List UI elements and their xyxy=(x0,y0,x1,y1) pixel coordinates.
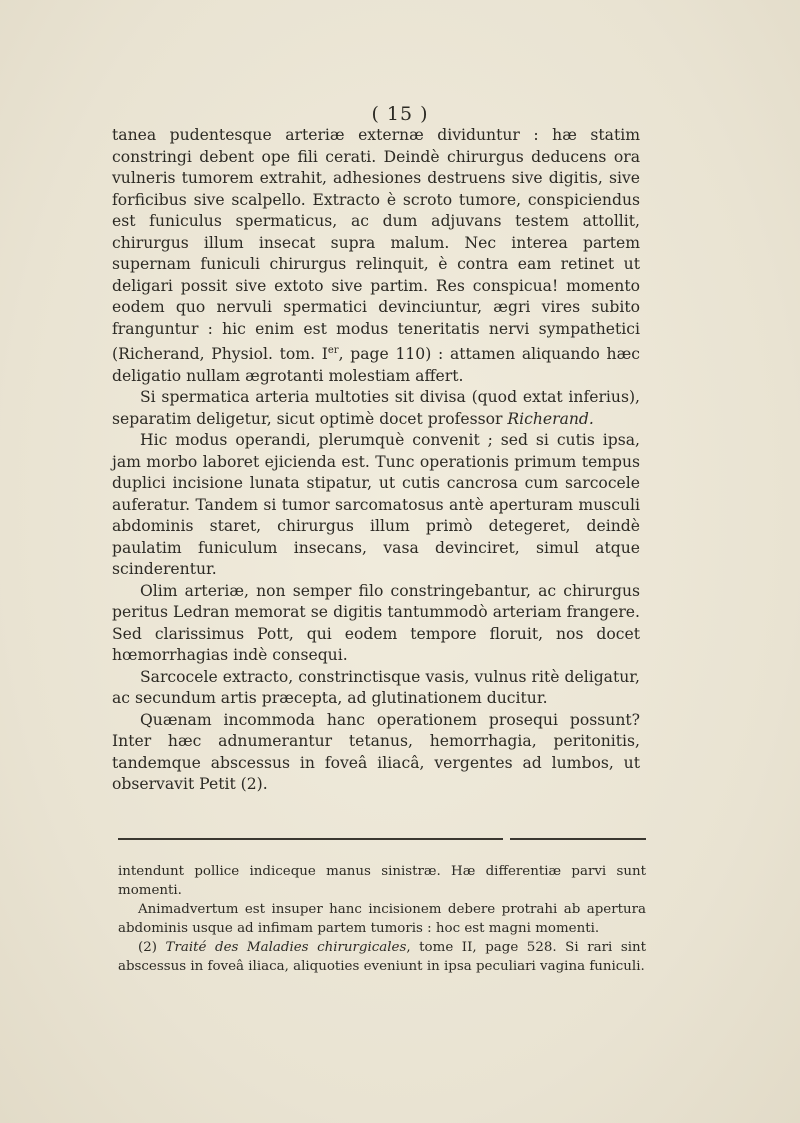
text-segment: er xyxy=(327,345,339,356)
separator-rule-long xyxy=(118,838,503,840)
footnotes xyxy=(118,862,646,976)
text-segment: Olim arteriæ, non semper filo constringebantur, ac chirurgus peritus Ledran memorat se digitis tantummodò arteriam frangere. Sed clarissimus Pott, qui eodem tempore floruit, nos docet hœmorrhagias indè consequi. xyxy=(112,581,640,665)
text-segment: tanea pudentesque arteriæ externæ dividuntur : hæ statim constringi debent ope fili cerati. Deindè chirurgus deducens ora vulneris tumorem extrahit, adhesiones destruens sive digitis, sive forficibus sive scalpello. Extracto è scroto tumore, conspiciendus est funiculus spermaticus, ac dum adjuvans testem attollit, chirurgus illum insecat supra malum. Nec interea partem supernam funiculi chirurgus relinquit, è contra eam retinet ut deligari possit sive extoto sive partim. Res conspicua! momento eodem quo nervuli spermatici devinciuntur, ægri vires subito franguntur : hic enim est modus teneritatis nervi sympathetici (Richerand, Physiol. tom. I xyxy=(112,126,640,364)
text-segment: Quænam incommoda hanc operationem prosequi possunt? Inter hæc adnumerantur tetanus, hemorrhagia, peritonitis, tandemque abscessus in foveâ iliacâ, vergentes ad lumbos, ut observavit Petit (2). xyxy=(112,710,640,794)
paragraph-6 xyxy=(112,710,640,796)
text-segment: Si spermatica arteria multoties sit divisa (quod extat inferius), separatim deligetur, sicut optimè docet professor xyxy=(112,388,640,428)
main-text xyxy=(112,125,640,796)
text-segment: , tome II, page 528. Si rari sint abscessus in foveâ iliaca, aliquoties eveniunt in ipsa peculiari vagina funiculi. xyxy=(118,940,646,974)
footnote-continuation xyxy=(118,862,646,900)
footnote-separator xyxy=(118,838,646,840)
text-segment: Animadvertum est insuper hanc incisionem debere protrahi ab apertura abdominis usque ad infimam partem tumoris : hoc est magni momenti. xyxy=(118,902,646,936)
paragraph-2 xyxy=(112,387,640,430)
paragraph-1 xyxy=(112,125,640,387)
italic-text: Richerand. xyxy=(507,409,594,428)
paragraph-4 xyxy=(112,581,640,667)
text-segment: intendunt pollice indiceque manus sinistræ. Hæ differentiæ parvi sunt momenti. xyxy=(118,864,646,898)
footnote-paragraph xyxy=(118,900,646,938)
italic-text: Traité des Maladies chirurgicales xyxy=(165,940,407,955)
page-number: ( 15 ) xyxy=(371,103,429,125)
separator-rule-short xyxy=(510,838,646,840)
text-segment: Hic modus operandi, plerumquè convenit ; sed si cutis ipsa, jam morbo laboret ejicienda est. Tunc operationis primum tempus duplici incisione lunata stipatur, ut cutis cancrosa cum sarcocele auferatur. Tandem si tumor sarcomatosus antè aperturam musculi abdominis staret, chirurgus illum primò detegeret, deindè paulatim funiculum insecans, vasa devinciret, simul atque scinderentur. xyxy=(112,431,640,579)
footnote-2 xyxy=(118,938,646,976)
paragraph-3 xyxy=(112,430,640,581)
text-segment: (2) xyxy=(138,940,166,955)
text-segment: , page 110) : attamen aliquando hæc deligatio nullam ægrotanti molestiam affert. xyxy=(112,345,640,385)
paragraph-5 xyxy=(112,667,640,710)
text-segment: Sarcocele extracto, constrinctisque vasis, vulnus ritè deligatur, ac secundum artis præcepta, ad glutinationem ducitur. xyxy=(112,667,640,708)
